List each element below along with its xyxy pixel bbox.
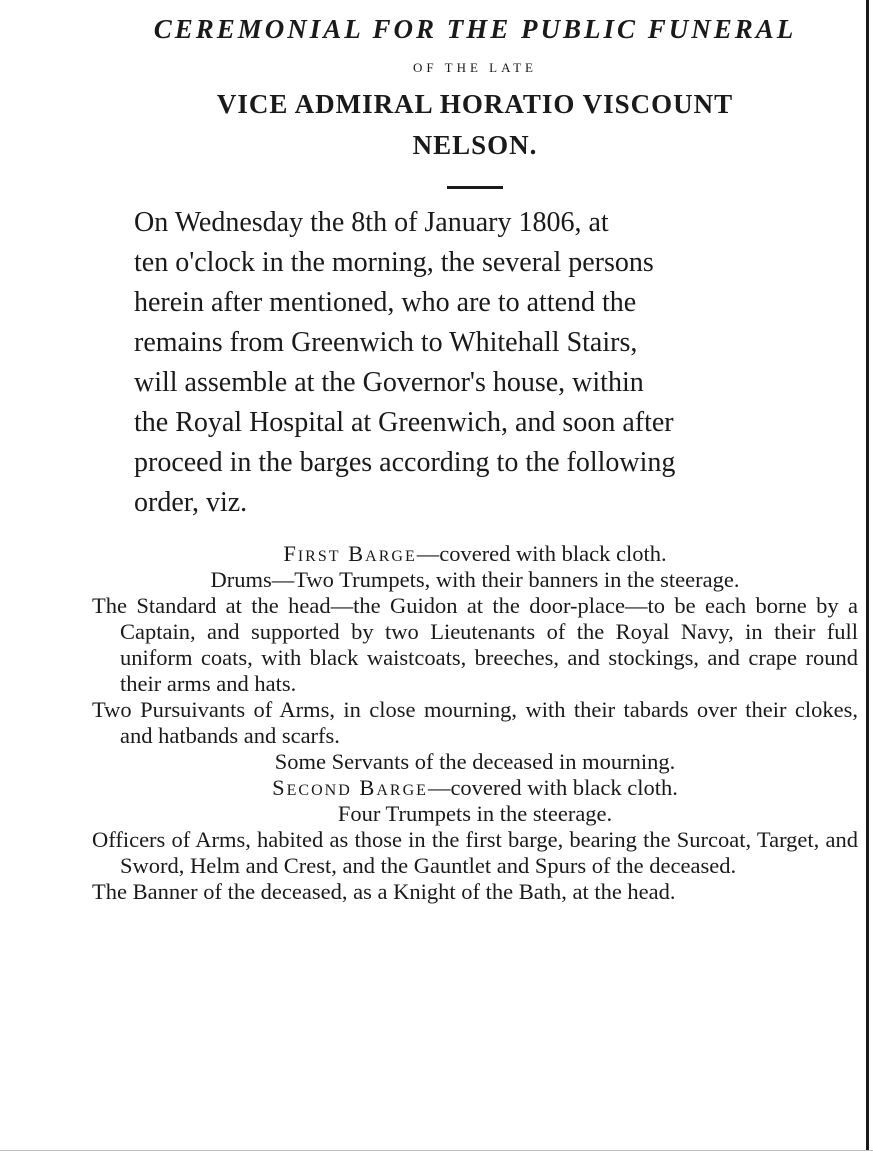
procession-order [92, 541, 858, 905]
pursuivants-entry: Two Pursuivants of Arms, in close mourning, with their tabards over their clokes, and hatbands and scarfs. [92, 697, 858, 748]
second-barge-text: —covered with black cloth. [427, 775, 678, 800]
article-title [92, 84, 858, 166]
second-barge-heading [92, 775, 858, 801]
drums-entry: Drums—Two Trumpets, with their banners in the steerage. [210, 567, 740, 592]
lead-line: herein after mentioned, who are to attend the [134, 287, 637, 318]
lead-line: remains from Greenwich to Whitehall Stairs, [134, 327, 638, 358]
standard-entry: The Standard at the head—the Guidon at the door-place—to be each borne by a Captain, and supported by two Lieutenants of the Royal Navy, in their full uniform coats, with black waistcoats, breeches, and stockings, and crape round their arms and hats. [92, 593, 858, 696]
subhead: OF THE LATE [413, 60, 537, 75]
second-barge-label: Second Barge [272, 775, 428, 800]
officers-entry: Officers of Arms, habited as those in the first barge, bearing the Surcoat, Target, and Sword, Helm and Crest, and the Gauntlet and Spurs of the deceased. [92, 827, 858, 878]
first-barge-heading [92, 541, 858, 567]
headline: CEREMONIAL FOR THE PUBLIC FUNERAL [153, 14, 797, 44]
four-trumpets-entry: Four Trumpets in the steerage. [337, 801, 613, 826]
lead-line: ten o'clock in the morning, the several persons [134, 247, 654, 278]
column-rule [866, 0, 869, 1150]
lead-paragraph [92, 203, 858, 523]
page-bottom-edge [0, 1150, 873, 1151]
lead-line: order, viz. [134, 487, 248, 518]
banner-entry: The Banner of the deceased, as a Knight of the Bath, at the head. [92, 879, 676, 904]
section-divider [447, 186, 503, 189]
lead-line: the Royal Hospital at Greenwich, and soon after [134, 407, 674, 438]
lead-line: will assemble at the Governor's house, within [134, 367, 644, 398]
title-line-2: NELSON. [412, 130, 538, 160]
title-line-1: VICE ADMIRAL HORATIO VISCOUNT [216, 89, 734, 119]
servants-entry: Some Servants of the deceased in mourning. [274, 749, 676, 774]
lead-line: proceed in the barges according to the following [134, 447, 676, 478]
first-barge-label: First Barge [283, 541, 417, 566]
lead-line: On Wednesday the 8th of January 1806, at [134, 207, 609, 238]
first-barge-text: —covered with black cloth. [416, 541, 667, 566]
article-column [92, 12, 858, 905]
